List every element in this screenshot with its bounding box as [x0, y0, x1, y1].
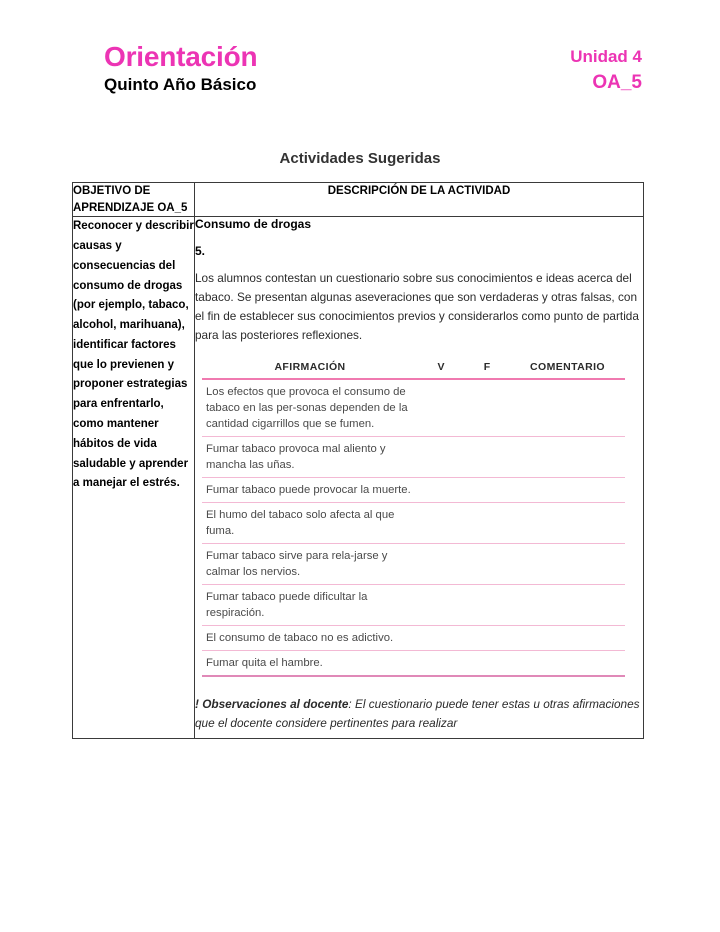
- questionnaire-cell-false[interactable]: [464, 441, 510, 473]
- section-title: Actividades Sugeridas: [279, 150, 441, 167]
- questionnaire-cell-true[interactable]: [418, 384, 464, 432]
- activity-heading: Consumo de drogas: [195, 217, 312, 232]
- questionnaire-table: [202, 361, 625, 677]
- questionnaire-row: [202, 478, 625, 503]
- questionnaire-cell-comment[interactable]: [510, 441, 625, 473]
- questionnaire-cell-true[interactable]: [418, 548, 464, 580]
- questionnaire-row: [202, 437, 625, 478]
- questionnaire-header-row: [202, 361, 625, 380]
- questionnaire-row: [202, 503, 625, 544]
- questionnaire-column-comment: COMENTARIO: [530, 360, 605, 373]
- questionnaire-cell-false[interactable]: [464, 630, 510, 646]
- activity-table: [72, 182, 644, 739]
- questionnaire-cell-comment[interactable]: [510, 384, 625, 432]
- header-cell-objective: OBJETIVO DE APRENDIZAJE OA_5: [73, 183, 195, 217]
- questionnaire-statement: Fumar tabaco puede provocar la muerte.: [206, 484, 411, 496]
- header-cell-description: DESCRIPCIÓN DE LA ACTIVIDAD: [195, 183, 644, 217]
- unit-label: Unidad 4: [570, 47, 642, 66]
- questionnaire-cell-comment[interactable]: [510, 482, 625, 498]
- questionnaire-statement: Los efectos que provoca el consumo de tabaco en las per-​sonas dependen de la cantidad cigarrillos que se fumen.: [206, 385, 408, 430]
- questionnaire-statement: Fumar quita el hambre.: [206, 657, 323, 670]
- questionnaire-cell-false[interactable]: [464, 589, 510, 621]
- header-right-block: [570, 46, 642, 95]
- questionnaire-cell-comment[interactable]: [510, 655, 625, 671]
- questionnaire-row-container: [202, 380, 625, 677]
- questionnaire-cell-true[interactable]: [418, 589, 464, 621]
- questionnaire-cell-false[interactable]: [464, 384, 510, 432]
- questionnaire-column-statement: AFIRMACIÓN: [274, 360, 346, 373]
- questionnaire-column-false: F: [483, 360, 491, 373]
- questionnaire-cell-comment[interactable]: [510, 548, 625, 580]
- questionnaire-row: [202, 626, 625, 651]
- questionnaire-cell-false[interactable]: [464, 482, 510, 498]
- questionnaire-cell-false[interactable]: [464, 655, 510, 671]
- page-header: [0, 42, 720, 114]
- questionnaire-statement: Fumar tabaco puede dificultar la respiración.: [206, 591, 368, 620]
- questionnaire-statement: Fumar tabaco provoca mal aliento y mancha las uñas.: [206, 442, 386, 471]
- questionnaire-cell-comment[interactable]: [510, 630, 625, 646]
- questionnaire-cell-true[interactable]: [418, 507, 464, 539]
- questionnaire-cell-false[interactable]: [464, 548, 510, 580]
- activity-number: 5.: [195, 244, 206, 259]
- questionnaire-cell-true[interactable]: [418, 630, 464, 646]
- description-cell: [195, 217, 644, 738]
- grade-title: Quinto Año Básico: [104, 75, 257, 95]
- questionnaire-cell-comment[interactable]: [510, 589, 625, 621]
- questionnaire-cell-false[interactable]: [464, 507, 510, 539]
- subject-title: Orientación: [104, 41, 258, 72]
- oa-code-label: OA_5: [592, 72, 642, 94]
- questionnaire-cell-true[interactable]: [418, 441, 464, 473]
- questionnaire-statement: El humo del tabaco solo afecta al que fuma.: [206, 509, 395, 538]
- observation-note: [195, 695, 643, 733]
- observation-label: ! Observaciones al docente: [195, 697, 349, 712]
- questionnaire-column-true: V: [437, 360, 445, 373]
- questionnaire-cell-true[interactable]: [418, 482, 464, 498]
- questionnaire-statement: Fumar tabaco sirve para rela-​jarse y calmar los nervios.: [206, 550, 388, 579]
- questionnaire-cell-comment[interactable]: [510, 507, 625, 539]
- questionnaire-row: [202, 585, 625, 626]
- table-row: [73, 217, 644, 738]
- questionnaire-row: [202, 380, 625, 437]
- header-left-block: [104, 42, 257, 96]
- questionnaire-cell-true[interactable]: [418, 655, 464, 671]
- activity-paragraph: Los alumnos contestan un cuestionario sobre sus conocimientos e ideas acerca del tabaco. Se presentan algunas aseveraciones que son verdaderas y otras falsas, con el fin de establecer sus conocimientos previos y considerarlos como punto de partida para las posteriores reflexiones.: [195, 271, 639, 342]
- observation-text: : El cuestionario puede tener estas u otras afirmaciones que el docente considere pertinentes para realizar: [195, 697, 640, 731]
- questionnaire-row: [202, 651, 625, 677]
- table-header-row: [73, 183, 644, 217]
- questionnaire-row: [202, 544, 625, 585]
- objective-cell: Reconocer y describir causas y consecuencias del consumo de drogas (por ejemplo, tabaco, alcohol, marihuana), identificar factores que lo previenen y proponer estrategias para enfrentarlo, como mantener hábitos de vida saludable y aprender a manejar el estrés.: [73, 217, 195, 738]
- questionnaire-statement: El consumo de tabaco no es adictivo.: [206, 632, 394, 645]
